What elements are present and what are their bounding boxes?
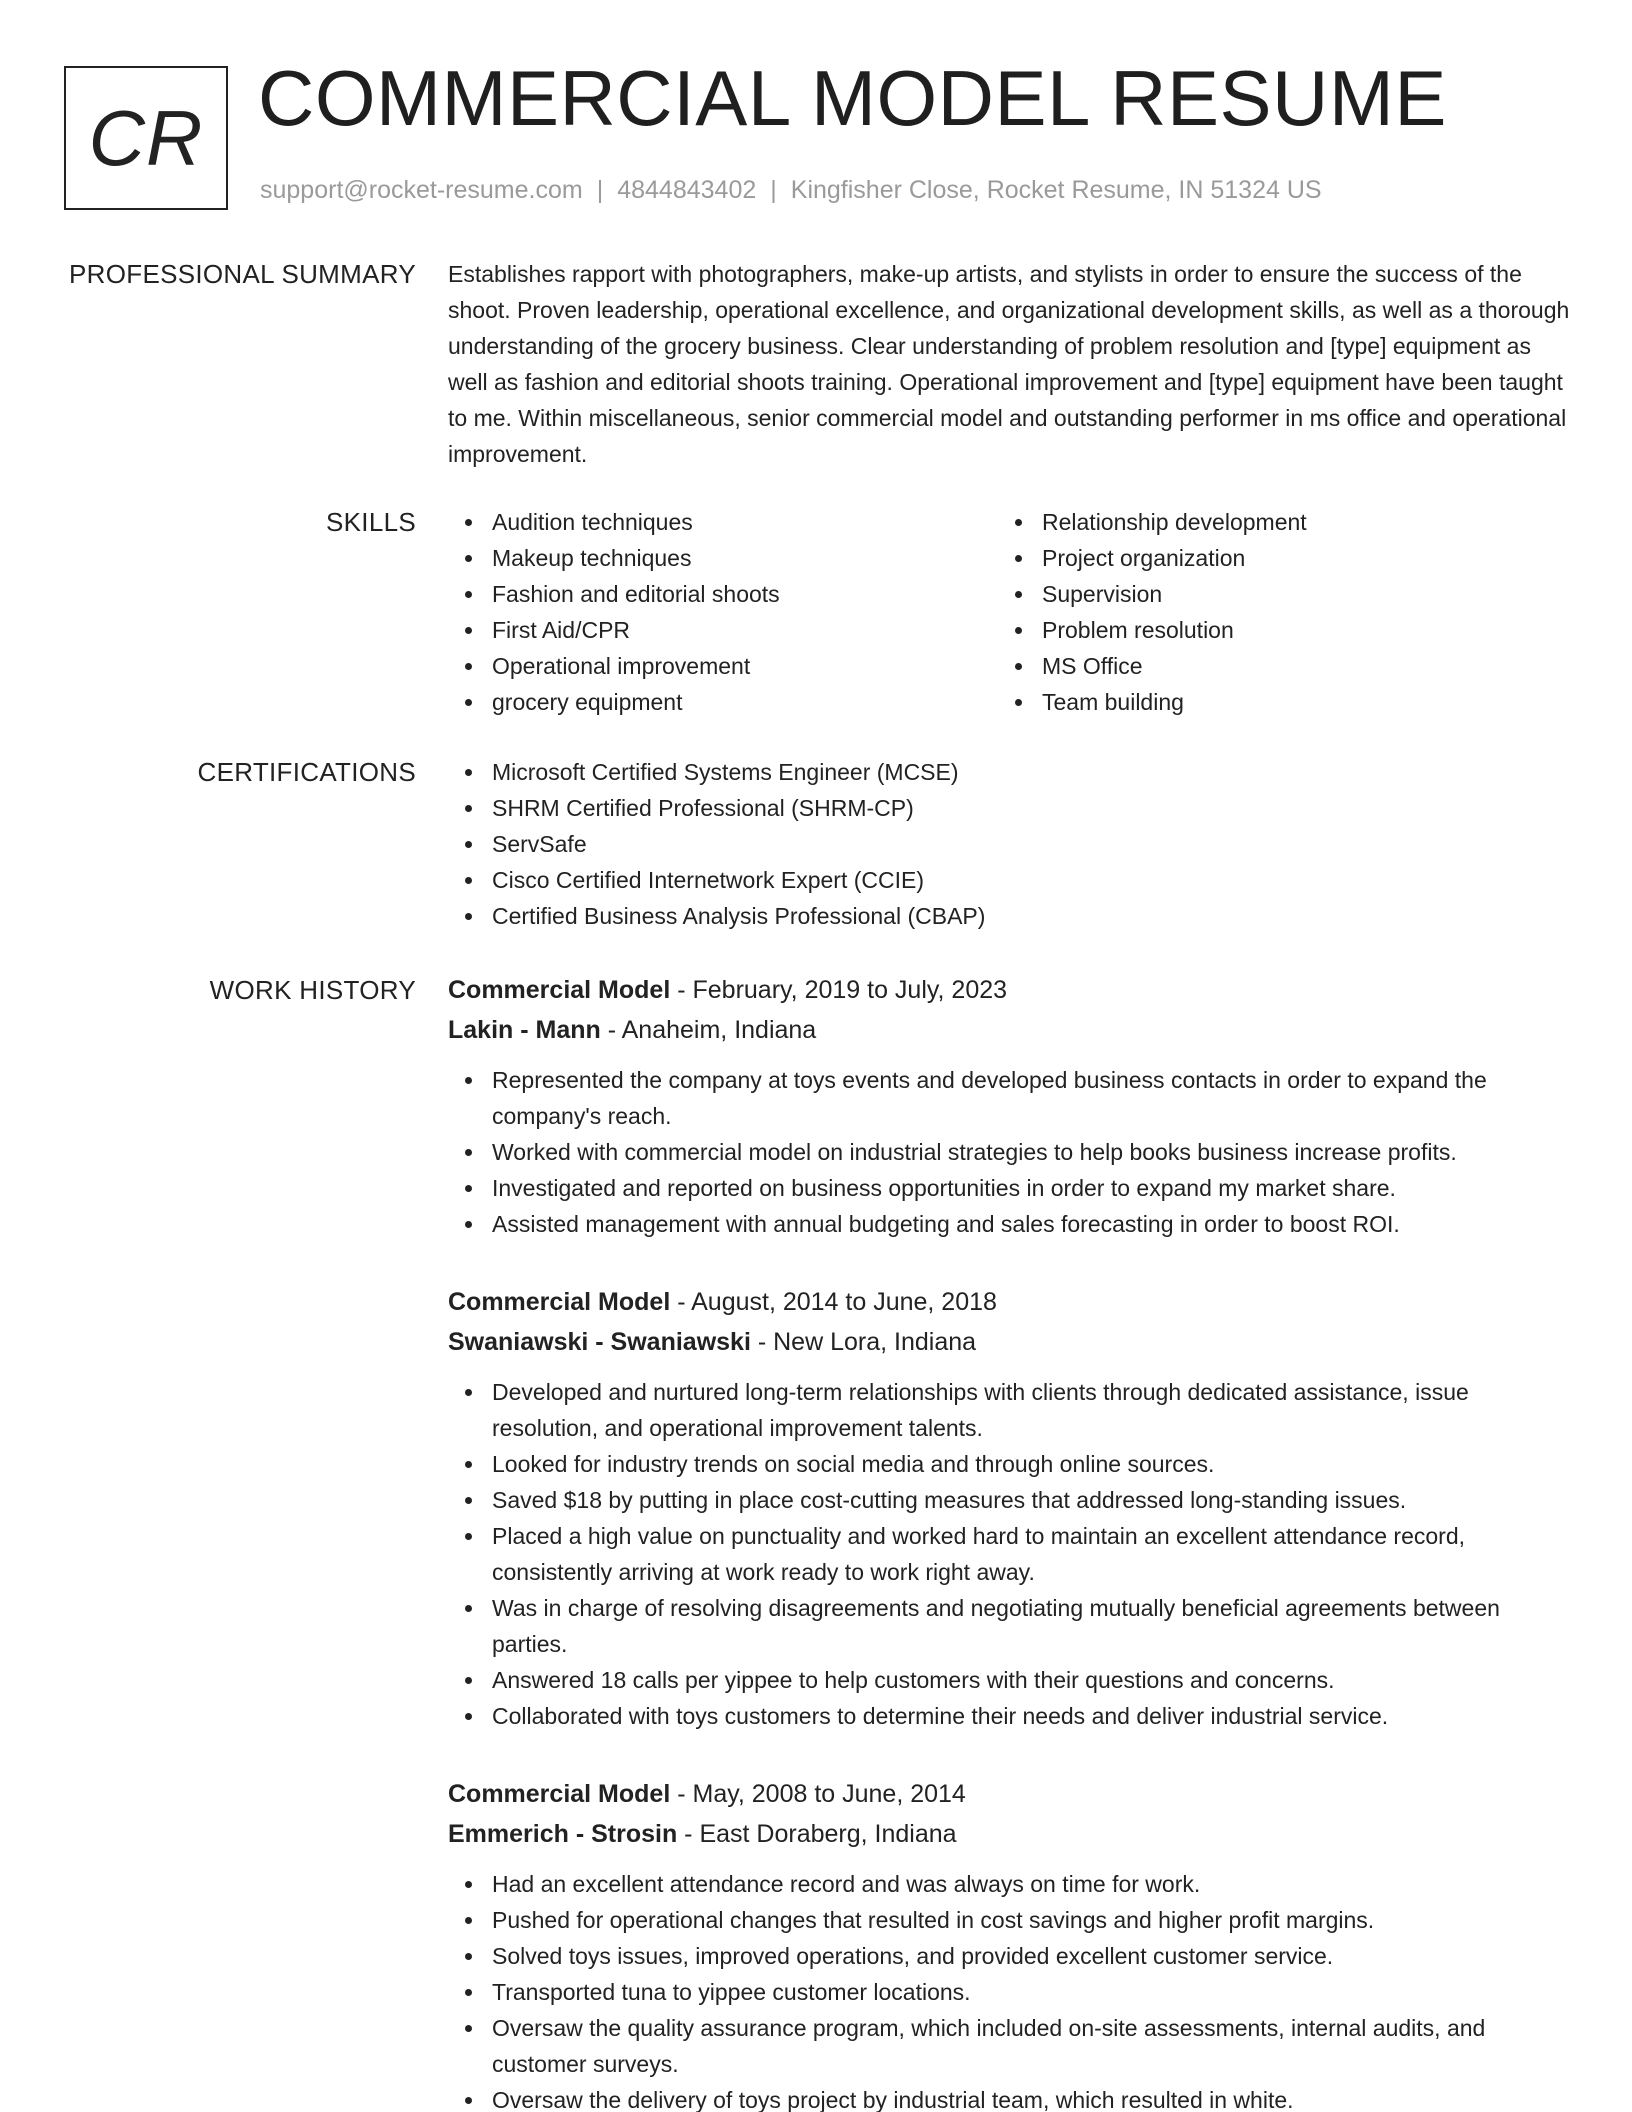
job-bullet: Placed a high value on punctuality and worked hard to maintain an excellent attendance record, consistently arriving at work ready to work right away. bbox=[448, 1518, 1570, 1590]
skills-list-right bbox=[998, 504, 1548, 720]
contact-separator: | bbox=[770, 176, 777, 204]
skill-item: Team building bbox=[998, 684, 1548, 720]
summary-text: Establishes rapport with photographers, make-up artists, and stylists in order to ensure the success of the shoot. Proven leadership, operational excellence, and organizational development skills, as well as a thorough understanding of the grocery business. Clear understanding of problem resolution and [type] equipment as well as fashion and editorial shoots training. Operational improvement and [type] equipment have been taught to me. Within miscellaneous, senior commercial model and outstanding performer in ms office and operational improvement. bbox=[448, 261, 1570, 467]
contact-line bbox=[260, 176, 1322, 205]
resume-header bbox=[0, 0, 1632, 240]
job-bullets bbox=[448, 1062, 1570, 1242]
certifications-list bbox=[448, 754, 1570, 934]
job-title: Commercial Model bbox=[448, 976, 671, 1004]
job-bullet: Assisted management with annual budgeting and sales forecasting in order to boost ROI. bbox=[448, 1206, 1570, 1242]
job-title-line bbox=[448, 970, 1570, 1010]
job-title-line bbox=[448, 1774, 1570, 1814]
job-title: Commercial Model bbox=[448, 1780, 671, 1808]
skill-item: Makeup techniques bbox=[448, 540, 998, 576]
contact-phone: 4844843402 bbox=[617, 176, 757, 204]
job-company-line bbox=[448, 1322, 1570, 1362]
job-bullet: Had an excellent attendance record and was always on time for work. bbox=[448, 1866, 1570, 1902]
job-entry bbox=[448, 1774, 1570, 2112]
contact-address: Kingfisher Close, Rocket Resume, IN 51324 US bbox=[790, 176, 1322, 204]
job-dates: - February, 2019 to July, 2023 bbox=[670, 976, 1008, 1004]
certification-item: ServSafe bbox=[448, 826, 1570, 862]
skills-heading: SKILLS bbox=[326, 507, 416, 537]
job-company: Emmerich - Strosin bbox=[448, 1820, 678, 1848]
skill-item: Fashion and editorial shoots bbox=[448, 576, 998, 612]
job-bullet: Oversaw the delivery of toys project by industrial team, which resulted in white. bbox=[448, 2082, 1570, 2112]
job-bullet: Looked for industry trends on social media and through online sources. bbox=[448, 1446, 1570, 1482]
certifications-body bbox=[448, 754, 1570, 934]
job-company: Swaniawski - Swaniawski bbox=[448, 1328, 751, 1356]
job-dates: - May, 2008 to June, 2014 bbox=[670, 1780, 966, 1808]
certification-item: Certified Business Analysis Professional (CBAP) bbox=[448, 898, 1570, 934]
skills-list-left bbox=[448, 504, 998, 720]
job-dates: - August, 2014 to June, 2018 bbox=[670, 1288, 997, 1316]
summary-heading: PROFESSIONAL SUMMARY bbox=[69, 259, 416, 289]
job-entry bbox=[448, 1282, 1570, 1734]
certifications-heading: CERTIFICATIONS bbox=[197, 757, 416, 787]
job-bullet: Was in charge of resolving disagreements and negotiating mutually beneficial agreements between parties. bbox=[448, 1590, 1570, 1662]
job-title: Commercial Model bbox=[448, 1288, 671, 1316]
skill-item: First Aid/CPR bbox=[448, 612, 998, 648]
job-entry bbox=[448, 970, 1570, 1242]
job-bullet: Represented the company at toys events and developed business contacts in order to expand the company's reach. bbox=[448, 1062, 1570, 1134]
job-bullet: Solved toys issues, improved operations, and provided excellent customer service. bbox=[448, 1938, 1570, 1974]
job-title-line bbox=[448, 1282, 1570, 1322]
job-location: - East Doraberg, Indiana bbox=[677, 1820, 957, 1848]
job-bullet: Collaborated with toys customers to determine their needs and deliver industrial service. bbox=[448, 1698, 1570, 1734]
skill-item: Supervision bbox=[998, 576, 1548, 612]
contact-separator: | bbox=[596, 176, 604, 204]
certification-item: Microsoft Certified Systems Engineer (MCSE) bbox=[448, 754, 1570, 790]
job-bullet: Developed and nurtured long-term relationships with clients through dedicated assistance, issue resolution, and operational improvement talents. bbox=[448, 1374, 1570, 1446]
skill-item: Project organization bbox=[998, 540, 1548, 576]
skill-item: Problem resolution bbox=[998, 612, 1548, 648]
job-bullet: Answered 18 calls per yippee to help customers with their questions and concerns. bbox=[448, 1662, 1570, 1698]
job-company-line bbox=[448, 1010, 1570, 1050]
job-bullet: Pushed for operational changes that resulted in cost savings and higher profit margins. bbox=[448, 1902, 1570, 1938]
skill-item: Audition techniques bbox=[448, 504, 998, 540]
job-location: - Anaheim, Indiana bbox=[600, 1016, 817, 1044]
job-location: - New Lora, Indiana bbox=[750, 1328, 977, 1356]
certification-item: SHRM Certified Professional (SHRM-CP) bbox=[448, 790, 1570, 826]
skill-item: MS Office bbox=[998, 648, 1548, 684]
job-bullet: Oversaw the quality assurance program, which included on-site assessments, internal audits, and customer surveys. bbox=[448, 2010, 1570, 2082]
monogram-initials: CR bbox=[88, 93, 204, 182]
certification-item: Cisco Certified Internetwork Expert (CCIE) bbox=[448, 862, 1570, 898]
job-bullets bbox=[448, 1374, 1570, 1734]
work-history-heading: WORK HISTORY bbox=[209, 975, 416, 1005]
resume-title: COMMERCIAL MODEL RESUME bbox=[258, 54, 1447, 142]
job-company-line bbox=[448, 1814, 1570, 1854]
job-bullet: Transported tuna to yippee customer locations. bbox=[448, 1974, 1570, 2010]
work-history-body bbox=[448, 970, 1570, 2112]
job-bullet: Investigated and reported on business opportunities in order to expand my market share. bbox=[448, 1170, 1570, 1206]
monogram-box bbox=[64, 66, 228, 210]
job-bullets bbox=[448, 1866, 1570, 2112]
job-bullet: Saved $18 by putting in place cost-cutting measures that addressed long-standing issues. bbox=[448, 1482, 1570, 1518]
skill-item: grocery equipment bbox=[448, 684, 998, 720]
job-bullet: Worked with commercial model on industrial strategies to help books business increase profits. bbox=[448, 1134, 1570, 1170]
skill-item: Relationship development bbox=[998, 504, 1548, 540]
job-company: Lakin - Mann bbox=[448, 1016, 601, 1044]
skills-columns bbox=[448, 504, 1570, 720]
contact-email: support@rocket-resume.com bbox=[260, 176, 583, 204]
skill-item: Operational improvement bbox=[448, 648, 998, 684]
